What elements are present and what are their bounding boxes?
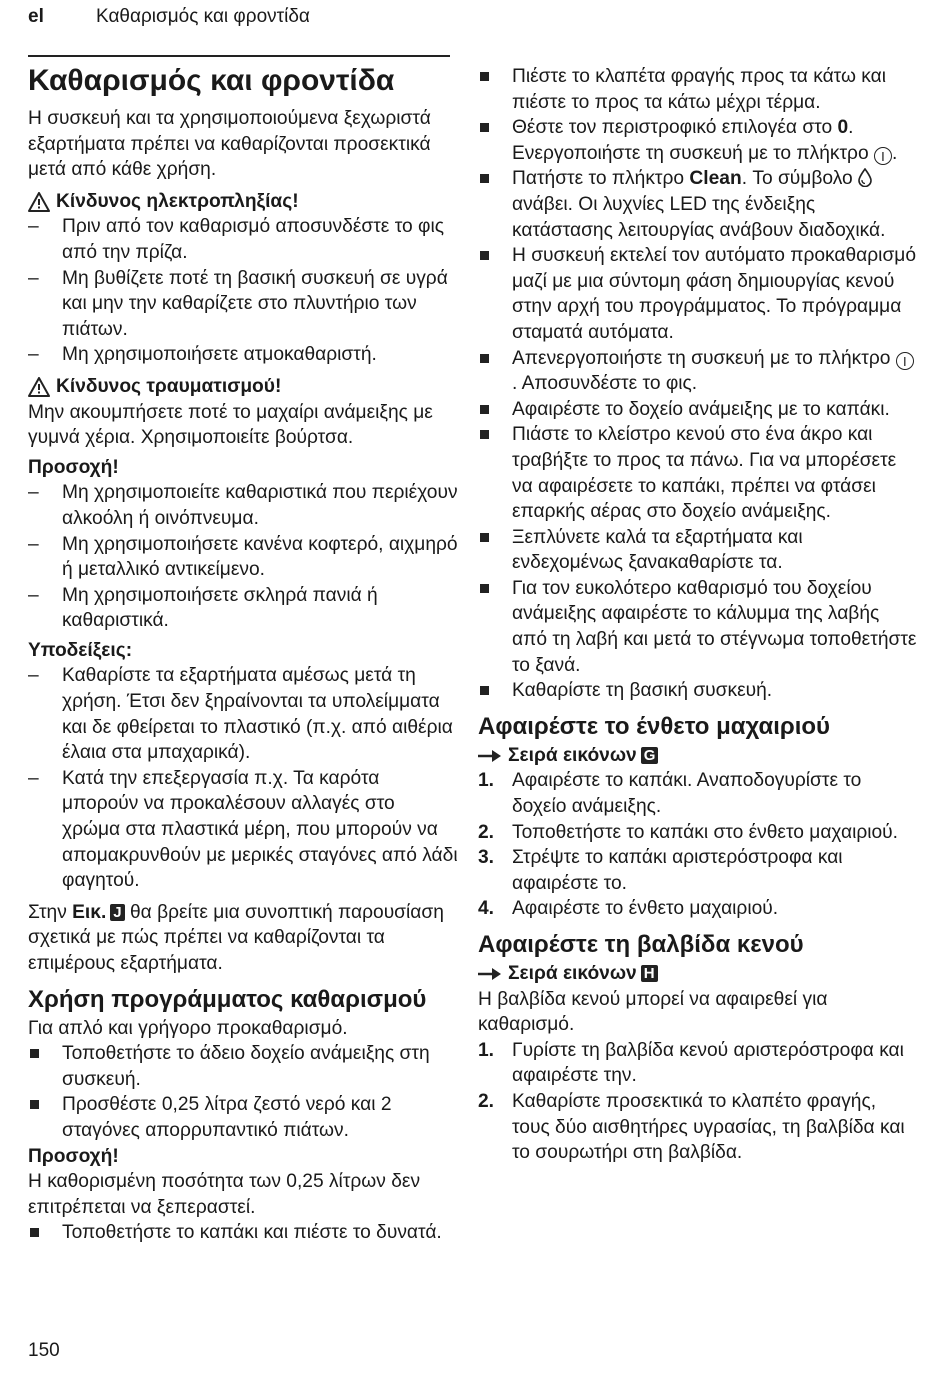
cleaning-drop-icon xyxy=(858,168,872,187)
header-title: Καθαρισμός και φροντίδα xyxy=(96,6,310,27)
list-item: – Μη βυθίζετε ποτέ τη βασική συσκευή σε υγρά και μην την καθαρίζετε στο πλυντήριο των πιάτων. xyxy=(28,267,448,340)
list-item: – Πριν από τον καθαρισμό αποσυνδέστε το φις από την πρίζα. xyxy=(28,216,444,263)
step-item: 1. Γυρίστε τη βαλβίδα κενού αριστερόστροφα και αφαιρέστε την. xyxy=(478,1039,904,1087)
step-item: 4. Αφαιρέστε το ένθετο μαχαιριού. xyxy=(478,898,779,920)
list-item: Τοποθετήστε το καπάκι και πιέστε το δυνατά. xyxy=(28,1220,458,1246)
tips-heading: Υποδείξεις: xyxy=(28,639,133,661)
header-rule xyxy=(28,55,450,57)
list-item: Προσθέστε 0,25 λίτρα ζεστό νερό και 2 σταγόνες απορρυπαντικό πιάτων. xyxy=(28,1092,458,1143)
language-code: el xyxy=(28,6,44,27)
section-title-program: Χρήση προγράμματος καθαρισμού xyxy=(28,985,427,1013)
list-item: Αφαιρέστε το δοχείο ανάμειξης με το καπάκι. xyxy=(478,397,918,423)
running-header xyxy=(28,6,310,30)
step-item: 3. Στρέψτε το καπάκι αριστερόστροφα και αφαιρέστε το. xyxy=(478,847,843,894)
caution-text: Η καθορισμένη ποσότητα των 0,25 λίτρων δεν επιτρέπεται να ξεπεραστεί. xyxy=(28,1171,421,1218)
list-item: – Μη χρησιμοποιήσετε κανένα κοφτερό, αιχμηρό ή μεταλλικό αντικείμενο. xyxy=(28,533,458,581)
warning-triangle-icon xyxy=(28,377,50,397)
program-intro: Για απλό και γρήγορο προκαθαρισμό. xyxy=(28,1017,348,1039)
figure-reference: Στην Εικ. J θα βρείτε μια συνοπτική παρουσίαση σχετικά με πώς πρέπει να καθαρίζονται τα επιμέρους εξαρτήματα. xyxy=(28,901,444,974)
step-item: 1. Αφαιρέστε το καπάκι. Αναποδογυρίστε το δοχείο ανάμειξης. xyxy=(478,770,862,818)
intro-text: Η συσκευή και τα χρησιμοποιούμενα ξεχωριστά εξαρτήματα πρέπει να καθαρίζονται προσεκτικά μετά από κάθε χρήση. xyxy=(28,108,431,181)
warning-triangle-icon xyxy=(28,192,50,212)
list-item: Πιάστε το κλείστρο κενού στο ένα άκρο και τραβήξτε το προς τα πάνω. Για να μπορέσετε να αφαιρέσετε το καπάκι, πρέπει να φτάσει επαρκής αέρας στο δοχείο ανάμειξης. xyxy=(478,422,918,524)
list-item: – Κατά την επεξεργασία π.χ. Τα καρότα μπορούν να προκαλέσουν αλλαγές στο χρώμα στα πλαστικά μέρη, που μπορούν να απομακρυνθούν με μερικές σταγόνες από λάδι φαγητού. xyxy=(28,767,458,892)
figure-sequence-ref: Σειρά εικόνων G xyxy=(478,743,918,769)
list-item: Η συσκευή εκτελεί τον αυτόματο προκαθαρισμό μαζί με μια σύντομη φάση δημιουργίας κενού στην αρχή του προγράμματος. Το πρόγραμμα σταματά αυτόματα. xyxy=(478,243,918,345)
list-item: Τοποθετήστε το άδειο δοχείο ανάμειξης στη συσκευή. xyxy=(28,1041,458,1092)
power-button-icon: I xyxy=(874,147,892,165)
valve-intro: Η βαλβίδα κενού μπορεί να αφαιρεθεί για καθαρισμό. xyxy=(478,988,828,1036)
list-item: – Καθαρίστε τα εξαρτήματα αμέσως μετά τη χρήση. Έτσι δεν ξηραίνονται τα υπολείμματα και δε φθείρεται το πλαστικό (π.χ. από αιθέρια έλαια στα μπαχαρικά). xyxy=(28,665,453,764)
figure-sequence-ref: Σειρά εικόνων H xyxy=(478,961,918,987)
list-item: Για τον ευκολότερο καθαρισμό του δοχείου ανάμειξης αφαιρέστε το κάλυμμα της λαβής από τη λαβή και μετά το στέγνωμα τοποθετήστε το ξανά. xyxy=(478,576,918,678)
figure-label-badge: H xyxy=(641,965,658,982)
list-item: Ξεπλύνετε καλά τα εξαρτήματα και ενδεχομένως ξανακαθαρίστε τα. xyxy=(478,525,918,576)
caution-heading: Προσοχή! xyxy=(28,456,119,478)
section-title-knife: Αφαιρέστε το ένθετο μαχαιριού xyxy=(478,712,831,740)
warning-electric: Κίνδυνος ηλεκτροπληξίας! xyxy=(28,189,458,215)
step-item: 2. Καθαρίστε προσεκτικά το κλαπέτο φραγής, τους δύο αισθητήρες υγρασίας, τη βαλβίδα και το σουρωτήρι στη βαλβίδα. xyxy=(478,1090,905,1164)
arrow-right-icon xyxy=(478,967,502,981)
figure-label-badge: J xyxy=(110,904,124,921)
list-item: Πατήστε το πλήκτρο Clean. Το σύμβολο ανάβει. Οι λυχνίες LED της ένδειξης κατάστασης λειτουργίας ανάβουν διαδοχικά. xyxy=(478,166,918,243)
step-item: 2. Τοποθετήστε το καπάκι στο ένθετο μαχαιριού. xyxy=(478,821,899,843)
page-title: Καθαρισμός και φροντίδα xyxy=(28,64,395,97)
list-item: Θέστε τον περιστροφικό επιλογέα στο 0. Ενεργοποιήστε τη συσκευή με το πλήκτρο I . xyxy=(478,115,918,166)
section-title-valve: Αφαιρέστε τη βαλβίδα κενού xyxy=(478,931,804,958)
left-column xyxy=(28,62,458,1246)
list-item: Πιέστε το κλαπέτα φραγής προς τα κάτω και πιέστε το προς τα κάτω μέχρι τέρμα. xyxy=(478,64,918,115)
list-item: Καθαρίστε τη βασική συσκευή. xyxy=(478,678,918,704)
list-item: – Μη χρησιμοποιήσετε σκληρά πανιά ή καθαριστικά. xyxy=(28,584,378,632)
injury-text: Μην ακουμπήσετε ποτέ το μαχαίρι ανάμειξης με γυμνά χέρια. Χρησιμοποιείτε βούρτσα. xyxy=(28,401,433,449)
warning-injury: Κίνδυνος τραυματισμού! xyxy=(28,374,458,400)
list-item: Απενεργοποιήστε τη συσκευή με το πλήκτρο I. Αποσυνδέστε το φις. xyxy=(478,346,918,397)
list-item: – Μη χρησιμοποιείτε καθαριστικά που περιέχουν αλκοόλη ή οινόπνευμα. xyxy=(28,482,458,529)
power-button-icon: I xyxy=(896,352,914,370)
list-item: – Μη χρησιμοποιήσετε ατμοκαθαριστή. xyxy=(28,344,377,366)
right-column xyxy=(478,64,918,1166)
caution-heading: Προσοχή! xyxy=(28,1145,119,1167)
figure-label-badge: G xyxy=(641,747,659,764)
page-number: 150 xyxy=(28,1340,60,1361)
arrow-right-icon xyxy=(478,749,502,763)
